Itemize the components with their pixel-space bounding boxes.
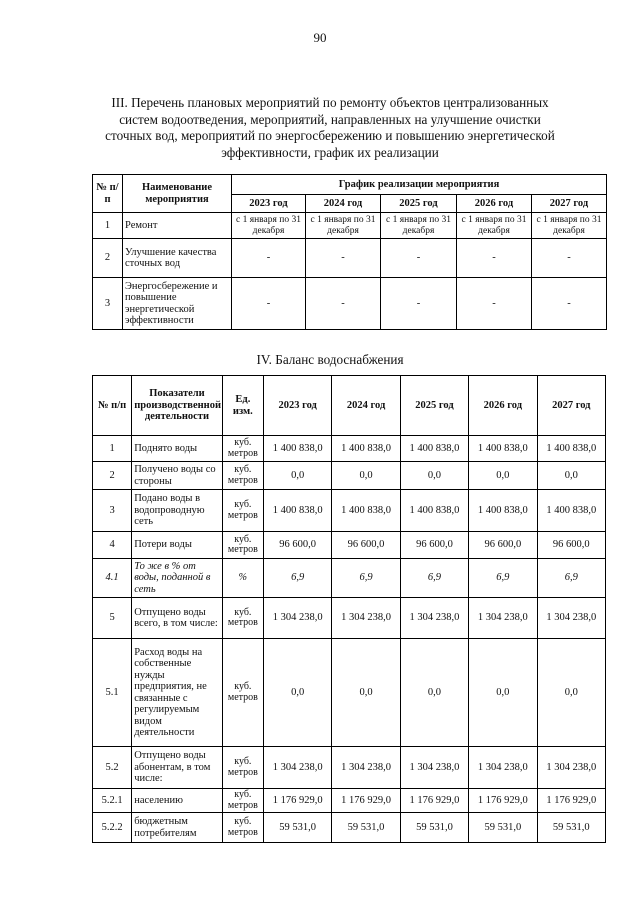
row-num: 5.2.2: [93, 813, 132, 843]
value-cell: 1 304 238,0: [537, 747, 605, 789]
value-cell: 0,0: [332, 639, 400, 747]
row-num: 1: [93, 436, 132, 462]
value-cell: 0,0: [469, 462, 537, 490]
table-row: [93, 436, 606, 462]
schedule-cell: -: [381, 278, 457, 330]
row-unit: куб. метров: [222, 813, 263, 843]
value-cell: 1 176 929,0: [469, 789, 537, 813]
value-cell: 1 304 238,0: [469, 747, 537, 789]
value-cell: 1 400 838,0: [537, 436, 605, 462]
value-cell: 1 400 838,0: [537, 490, 605, 532]
schedule-cell: с 1 января по 31 декабря: [232, 213, 306, 239]
row-indicator: Расход воды на собственные нужды предприятия, не связанные с регулируемым видом деятельности: [132, 639, 223, 747]
value-cell: 1 400 838,0: [332, 436, 400, 462]
value-cell: 1 304 238,0: [469, 598, 537, 639]
value-cell: 1 400 838,0: [469, 490, 537, 532]
schedule-cell: -: [306, 239, 381, 278]
row-indicator: Отпущено воды абонентам, в том числе:: [132, 747, 223, 789]
value-cell: 6,9: [400, 559, 468, 598]
value-cell: 1 176 929,0: [263, 789, 331, 813]
row-name: Улучшение качества сточных вод: [123, 239, 232, 278]
value-cell: 1 304 238,0: [400, 747, 468, 789]
table-row: [93, 213, 607, 239]
water-balance-table: [92, 375, 606, 843]
schedule-cell: с 1 января по 31 декабря: [457, 213, 532, 239]
row-num: 5.2: [93, 747, 132, 789]
row-unit: куб. метров: [222, 462, 263, 490]
value-cell: 0,0: [332, 462, 400, 490]
col-header-schedule: График реализации мероприятия: [232, 175, 607, 195]
row-unit: куб. метров: [222, 598, 263, 639]
value-cell: 1 400 838,0: [263, 490, 331, 532]
table-row: [93, 239, 607, 278]
value-cell: 6,9: [332, 559, 400, 598]
section-4-title: IV. Баланс водоснабжения: [256, 352, 404, 367]
row-unit: куб. метров: [222, 639, 263, 747]
schedule-cell: -: [232, 239, 306, 278]
value-cell: 0,0: [263, 462, 331, 490]
row-indicator: То же в % от воды, поданной в сеть: [132, 559, 223, 598]
table-row: [93, 532, 606, 559]
row-unit: куб. метров: [222, 436, 263, 462]
row-num: 2: [93, 239, 123, 278]
row-unit: куб. метров: [222, 789, 263, 813]
section-3-title: III. Перечень плановых мероприятий по ремонту объектов централизованных систем водоотведения, мероприятий, направленных на улучшение очистки сточных вод, мероприятий по энергосбережению и повышению энергетической эффективности, график их реализации: [105, 95, 555, 160]
row-unit: куб. метров: [222, 490, 263, 532]
value-cell: 59 531,0: [400, 813, 468, 843]
value-cell: 0,0: [400, 639, 468, 747]
value-cell: 0,0: [400, 462, 468, 490]
value-cell: 1 400 838,0: [469, 436, 537, 462]
value-cell: 6,9: [263, 559, 331, 598]
value-cell: 0,0: [537, 639, 605, 747]
value-cell: 1 400 838,0: [400, 436, 468, 462]
row-num: 3: [93, 490, 132, 532]
col-header-year: 2026 год: [457, 195, 532, 213]
value-cell: 96 600,0: [469, 532, 537, 559]
schedule-cell: -: [306, 278, 381, 330]
value-cell: 1 304 238,0: [332, 747, 400, 789]
col-header-unit: Ед. изм.: [222, 376, 263, 436]
schedule-cell: -: [457, 239, 532, 278]
schedule-cell: -: [232, 278, 306, 330]
value-cell: 96 600,0: [400, 532, 468, 559]
value-cell: 59 531,0: [537, 813, 605, 843]
row-name: Энергосбережение и повышение энергетической эффективности: [123, 278, 232, 330]
row-indicator: Получено воды со стороны: [132, 462, 223, 490]
table-row: [93, 462, 606, 490]
row-unit: куб. метров: [222, 532, 263, 559]
row-indicator: бюджетным потребителям: [132, 813, 223, 843]
col-header-year: 2025 год: [381, 195, 457, 213]
value-cell: 59 531,0: [263, 813, 331, 843]
table-row: [93, 278, 607, 330]
value-cell: 1 176 929,0: [400, 789, 468, 813]
col-header-year: 2027 год: [537, 376, 605, 436]
table-row: [93, 639, 606, 747]
col-header-year: 2023 год: [263, 376, 331, 436]
row-num: 2: [93, 462, 132, 490]
col-header-year: 2024 год: [306, 195, 381, 213]
row-indicator: населению: [132, 789, 223, 813]
col-header-year: 2024 год: [332, 376, 400, 436]
repair-schedule-table: [92, 174, 607, 330]
value-cell: 1 304 238,0: [537, 598, 605, 639]
row-num: 5.1: [93, 639, 132, 747]
col-header-indicator: Показатели производственной деятельности: [132, 376, 223, 436]
page-number: 90: [313, 30, 327, 45]
value-cell: 0,0: [263, 639, 331, 747]
col-header-year: 2026 год: [469, 376, 537, 436]
row-num: 4: [93, 532, 132, 559]
row-indicator: Отпущено воды всего, в том числе:: [132, 598, 223, 639]
value-cell: 96 600,0: [332, 532, 400, 559]
value-cell: 6,9: [537, 559, 605, 598]
value-cell: 1 304 238,0: [332, 598, 400, 639]
schedule-cell: -: [381, 239, 457, 278]
row-num: 1: [93, 213, 123, 239]
row-unit: куб. метров: [222, 747, 263, 789]
col-header-num: № п/п: [93, 376, 132, 436]
value-cell: 1 400 838,0: [332, 490, 400, 532]
value-cell: 96 600,0: [537, 532, 605, 559]
table-row: [93, 559, 606, 598]
value-cell: 1 176 929,0: [537, 789, 605, 813]
value-cell: 1 304 238,0: [263, 747, 331, 789]
row-indicator: Поднято воды: [132, 436, 223, 462]
value-cell: 1 304 238,0: [263, 598, 331, 639]
row-name: Ремонт: [123, 213, 232, 239]
table-row: [93, 598, 606, 639]
col-header-year: 2025 год: [400, 376, 468, 436]
row-num: 5.2.1: [93, 789, 132, 813]
row-indicator: Подано воды в водопроводную сеть: [132, 490, 223, 532]
value-cell: 1 304 238,0: [400, 598, 468, 639]
row-num: 3: [93, 278, 123, 330]
schedule-cell: -: [532, 239, 607, 278]
col-header-num: № п/п: [93, 175, 123, 213]
value-cell: 6,9: [469, 559, 537, 598]
value-cell: 1 400 838,0: [263, 436, 331, 462]
table-row: [93, 813, 606, 843]
row-unit: %: [222, 559, 263, 598]
table-row: [93, 747, 606, 789]
row-num: 4.1: [93, 559, 132, 598]
value-cell: 0,0: [537, 462, 605, 490]
table-row: [93, 490, 606, 532]
schedule-cell: с 1 января по 31 декабря: [381, 213, 457, 239]
value-cell: 1 176 929,0: [332, 789, 400, 813]
col-header-year: 2023 год: [232, 195, 306, 213]
col-header-name: Наименование мероприятия: [123, 175, 232, 213]
value-cell: 1 400 838,0: [400, 490, 468, 532]
schedule-cell: -: [532, 278, 607, 330]
col-header-year: 2027 год: [532, 195, 607, 213]
table-row: [93, 789, 606, 813]
value-cell: 59 531,0: [332, 813, 400, 843]
schedule-cell: с 1 января по 31 декабря: [306, 213, 381, 239]
value-cell: 0,0: [469, 639, 537, 747]
row-num: 5: [93, 598, 132, 639]
schedule-cell: -: [457, 278, 532, 330]
value-cell: 96 600,0: [263, 532, 331, 559]
schedule-cell: с 1 января по 31 декабря: [532, 213, 607, 239]
row-indicator: Потери воды: [132, 532, 223, 559]
value-cell: 59 531,0: [469, 813, 537, 843]
